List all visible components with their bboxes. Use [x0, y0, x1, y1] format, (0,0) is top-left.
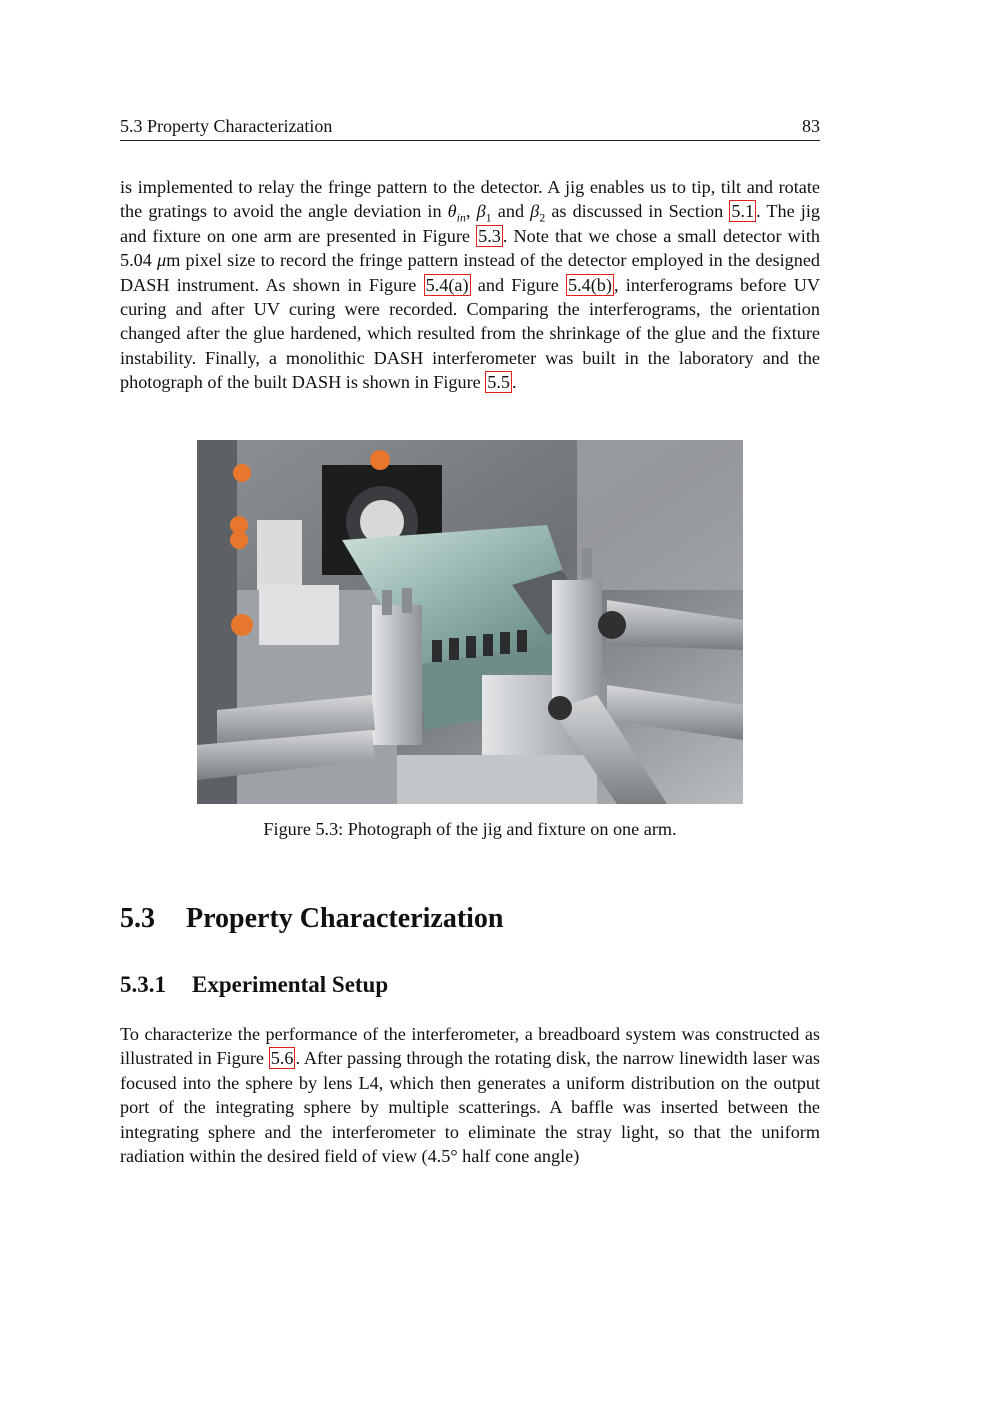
- text-run: . Note that we chose a small detector with 5.04: [120, 225, 821, 271]
- body-paragraph-1: [120, 175, 820, 395]
- base-plate: [397, 755, 597, 804]
- subsection-number: 5.3.1: [120, 972, 166, 997]
- section-heading: [120, 903, 504, 935]
- header-section-title: 5.3 Property Characterization: [120, 116, 333, 136]
- orange-knob: [231, 614, 253, 636]
- figure-ref-5-3[interactable]: 5.3: [478, 225, 501, 246]
- figure-ref-5-4a[interactable]: 5.4(a): [425, 274, 469, 295]
- beta2-symbol: β: [530, 201, 540, 222]
- figure-ref-5-6[interactable]: 5.6: [270, 1048, 294, 1069]
- photo-illustration: [197, 440, 743, 804]
- page-number: 83: [802, 116, 820, 136]
- text-run: , interferograms before UV curing and after UV curing were recorded. Comparing the interferograms, the orientation changed after the glue hardened, which resulted from the shrinkage of the glue and the fixture instability. Finally, a monolithic DASH interferometer was built in the laboratory and the photograph of the built DASH is shown in Figure: [120, 274, 820, 393]
- text-run: as discussed in Section: [545, 201, 730, 222]
- section-title: Property Characterization: [186, 903, 504, 934]
- text-run: m pixel size to record the fringe pattern instead of the detector employed in the designed DASH instrument. As shown in Figure: [120, 250, 821, 295]
- section-ref-5-1[interactable]: 5.1: [731, 201, 755, 222]
- figure-ref-5-4b[interactable]: 5.4(b): [568, 274, 612, 295]
- screw: [582, 548, 592, 578]
- subsection-heading: [120, 972, 388, 998]
- text-run: To characterize the performance of the interferometer, a breadboard system was constructed as illustrated in Figure: [120, 1024, 820, 1069]
- text-run: and: [491, 201, 531, 222]
- text-run: . After passing through the rotating disk, the narrow linewidth laser was focused into the sphere by lens L4, which then generates a uniform distribution on the output port of the integrating sphere by multiple scatterings. A baffle was inserted between the integrating sphere and the interferometer to eliminate the stray light, so that the uniform radiation within the desired field of view (4.5° half cone angle): [120, 1048, 820, 1167]
- theta-subscript: in: [456, 211, 466, 226]
- text-run: and Figure: [470, 274, 567, 295]
- subsection-title: Experimental Setup: [192, 972, 389, 997]
- carrier-block: [259, 585, 339, 645]
- orange-knob: [233, 464, 251, 482]
- theta-symbol: θ: [447, 201, 457, 222]
- micrometer-collar: [548, 696, 572, 720]
- screw: [402, 588, 412, 613]
- body-paragraph-2: [120, 1022, 820, 1168]
- text-run: is implemented to relay the fringe pattern to the detector. A jig enables us to tip, tilt and rotate the gratings to avoid the angle deviation in: [120, 177, 820, 222]
- right-jig-post: [552, 580, 602, 710]
- figure-ref-5-5[interactable]: 5.5: [487, 372, 510, 393]
- screw: [382, 590, 392, 615]
- orange-knob: [370, 450, 390, 470]
- text-run: .: [512, 372, 517, 393]
- rail-block: [257, 520, 302, 590]
- text-run: . The jig and fixture on one arm are presented in Figure: [120, 201, 820, 246]
- left-jig-post: [372, 605, 422, 745]
- beta1-symbol: β: [476, 201, 486, 222]
- figure-caption: Figure 5.3: Photograph of the jig and fixture on one arm.: [263, 819, 677, 839]
- section-number: 5.3: [120, 903, 155, 934]
- micrometer-collar: [598, 611, 626, 639]
- text-run: ,: [465, 201, 477, 222]
- background-blur: [577, 440, 743, 590]
- beta2-subscript: 2: [539, 211, 546, 226]
- beta1-subscript: 1: [485, 211, 492, 226]
- orange-knob: [230, 531, 248, 549]
- figure-photograph-jig-fixture: [197, 440, 743, 804]
- running-header: [120, 114, 820, 141]
- mu-symbol: μ: [157, 250, 167, 271]
